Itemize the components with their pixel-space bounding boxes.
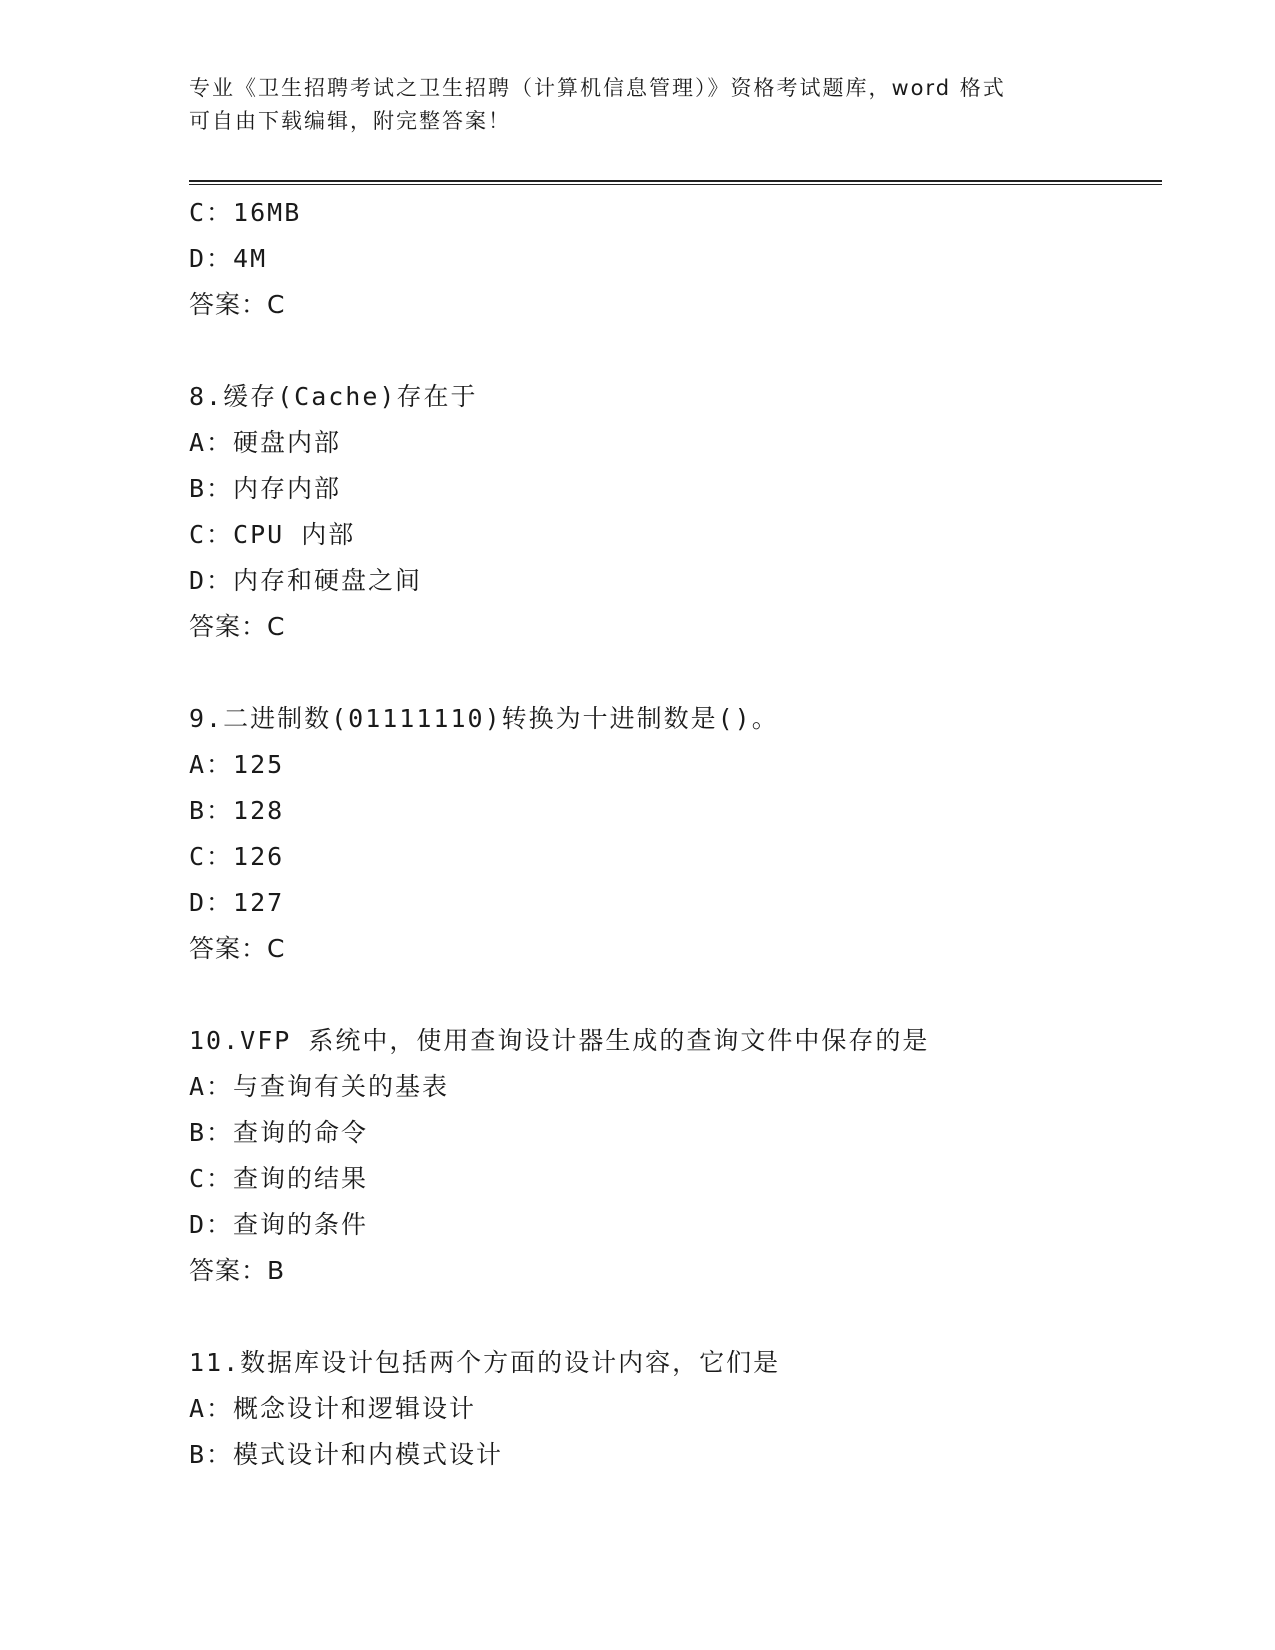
option-b: B：模式设计和内模式设计 [189,1440,504,1469]
option-c: C：查询的结果 [189,1164,369,1193]
option-d: D：查询的条件 [189,1210,369,1239]
option-d: D：127 [189,888,285,917]
document-header [189,72,1089,138]
header-divider-thin [189,184,1162,185]
option-a: A：与查询有关的基表 [189,1072,450,1101]
answer: 答案：C [189,612,286,641]
question-8 [189,380,1149,656]
question-list [189,196,1149,1484]
option-d: D：内存和硬盘之间 [189,566,423,595]
question-text: 11.数据库设计包括两个方面的设计内容，它们是 [189,1348,781,1377]
question-11 [189,1346,1149,1484]
answer: 答案：C [189,290,286,319]
header-line-1: 专业《卫生招聘考试之卫生招聘（计算机信息管理）》资格考试题库，word 格式 [189,76,1006,100]
question-9 [189,702,1149,978]
header-line-2: 可自由下载编辑，附完整答案！ [189,109,511,133]
option-c: C：126 [189,842,285,871]
option-b: B：内存内部 [189,474,342,503]
header-divider-thick [189,180,1162,182]
option-a: A：硬盘内部 [189,428,342,457]
option-a: A：125 [189,750,285,779]
question-10 [189,1024,1149,1300]
option-b: B：查询的命令 [189,1118,369,1147]
question-text: 8.缓存(Cache)存在于 [189,382,478,411]
question-text: 9.二进制数(01111110)转换为十进制数是()。 [189,704,779,733]
question-text: 10.VFP 系统中，使用查询设计器生成的查询文件中保存的是 [189,1026,930,1055]
answer: 答案：C [189,934,286,963]
option-b: B：128 [189,796,285,825]
option-c: C：16MB [189,198,302,227]
question-7 [189,196,1149,334]
option-a: A：概念设计和逻辑设计 [189,1394,477,1423]
answer: 答案：B [189,1256,286,1285]
option-c: C：CPU 内部 [189,520,356,549]
option-d: D：4M [189,244,268,273]
